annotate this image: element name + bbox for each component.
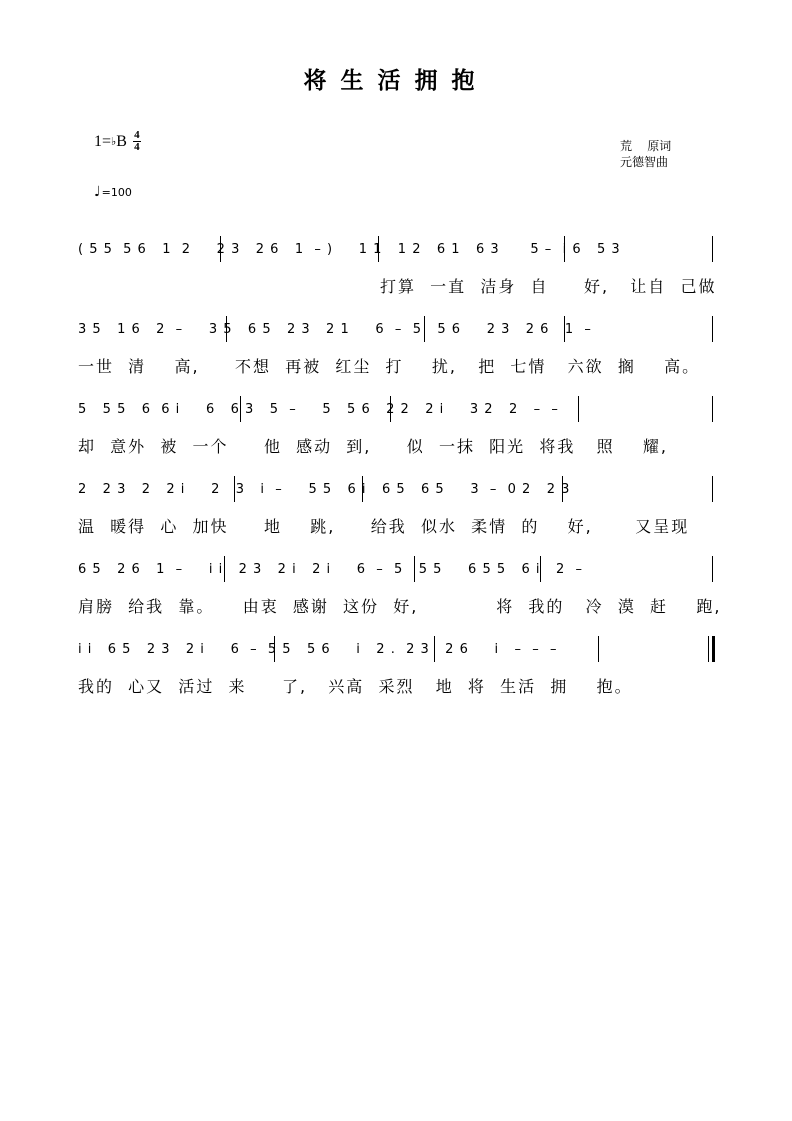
- notation: 5 5 5 6 6 i 6 6 3 5 – 5 5 6 2 2 2 i 3 2 2 – –: [78, 402, 559, 417]
- time-signature-top: 4: [134, 129, 140, 141]
- lyrics-line: 一世 清 高, 不想 再被 红尘 打 扰, 把 七情 六欲 搁 高。: [78, 357, 701, 376]
- lyrics-line: 肩膀 给我 靠。 由衷 感谢 这份 好, 将 我的 冷 漠 赶 跑,: [78, 597, 722, 616]
- notation-line: [0, 228, 792, 268]
- tempo-value: =100: [101, 186, 132, 199]
- notation-line: [0, 388, 792, 428]
- key-note: B: [116, 132, 127, 150]
- quarter-note-icon: ♩: [94, 184, 101, 200]
- lyrics-line: 温 暖得 心 加快 地 跳, 给我 似水 柔情 的 好, 又呈现: [78, 517, 690, 536]
- credits: [620, 138, 671, 170]
- notation-line: [0, 308, 792, 348]
- lyrics-line: 却 意外 被 一个 他 感动 到, 似 一抹 阳光 将我 照 耀,: [78, 437, 669, 456]
- notation: 2 2 3 2 2 i 2 3 i – 5 5 6 i 6 5 6 5 3 – 0 2 2 3: [78, 482, 571, 497]
- notation: 6 5 2 6 1 – i i 2 3 2 i 2 i 6 – 5 5 5 6 5 5 6 i 2 –: [78, 562, 583, 577]
- lyricist-credit: 荒 原词: [620, 139, 672, 153]
- composer-credit: 元德智曲: [620, 155, 669, 169]
- notation-line: [0, 628, 792, 668]
- song-title: 将生活拥抱: [303, 68, 489, 94]
- flat-icon: ♭: [111, 136, 117, 148]
- lyrics-line: 打算 一直 洁身 自 好, 让自 己做: [380, 277, 717, 296]
- notation: ( 5 5 5 6 1 2 2 3 2 6 1 – ) 1 1 1 2 6 1 6 3 5 – i 6 5 3: [78, 242, 621, 257]
- key-prefix: 1=: [94, 132, 112, 150]
- tempo-marking: [94, 184, 132, 200]
- lyrics-line: 我的 心又 活过 来 了, 兴高 采烈 地 将 生活 拥 抱。: [78, 677, 633, 696]
- notation-line: [0, 468, 792, 508]
- time-signature-bottom: 4: [134, 141, 140, 153]
- notation: i i 6 5 2 3 2 i 6 – 5 5 5 6 i 2 . 2 3 2 6 i – – –: [78, 642, 558, 657]
- notation-line: [0, 548, 792, 588]
- time-signature: [133, 130, 141, 153]
- notation: 3 5 1 6 2 – 3 5 6 5 2 3 2 1 6 – 5 5 6 2 3 2 6 1 –: [78, 322, 592, 337]
- key-signature: [94, 130, 141, 153]
